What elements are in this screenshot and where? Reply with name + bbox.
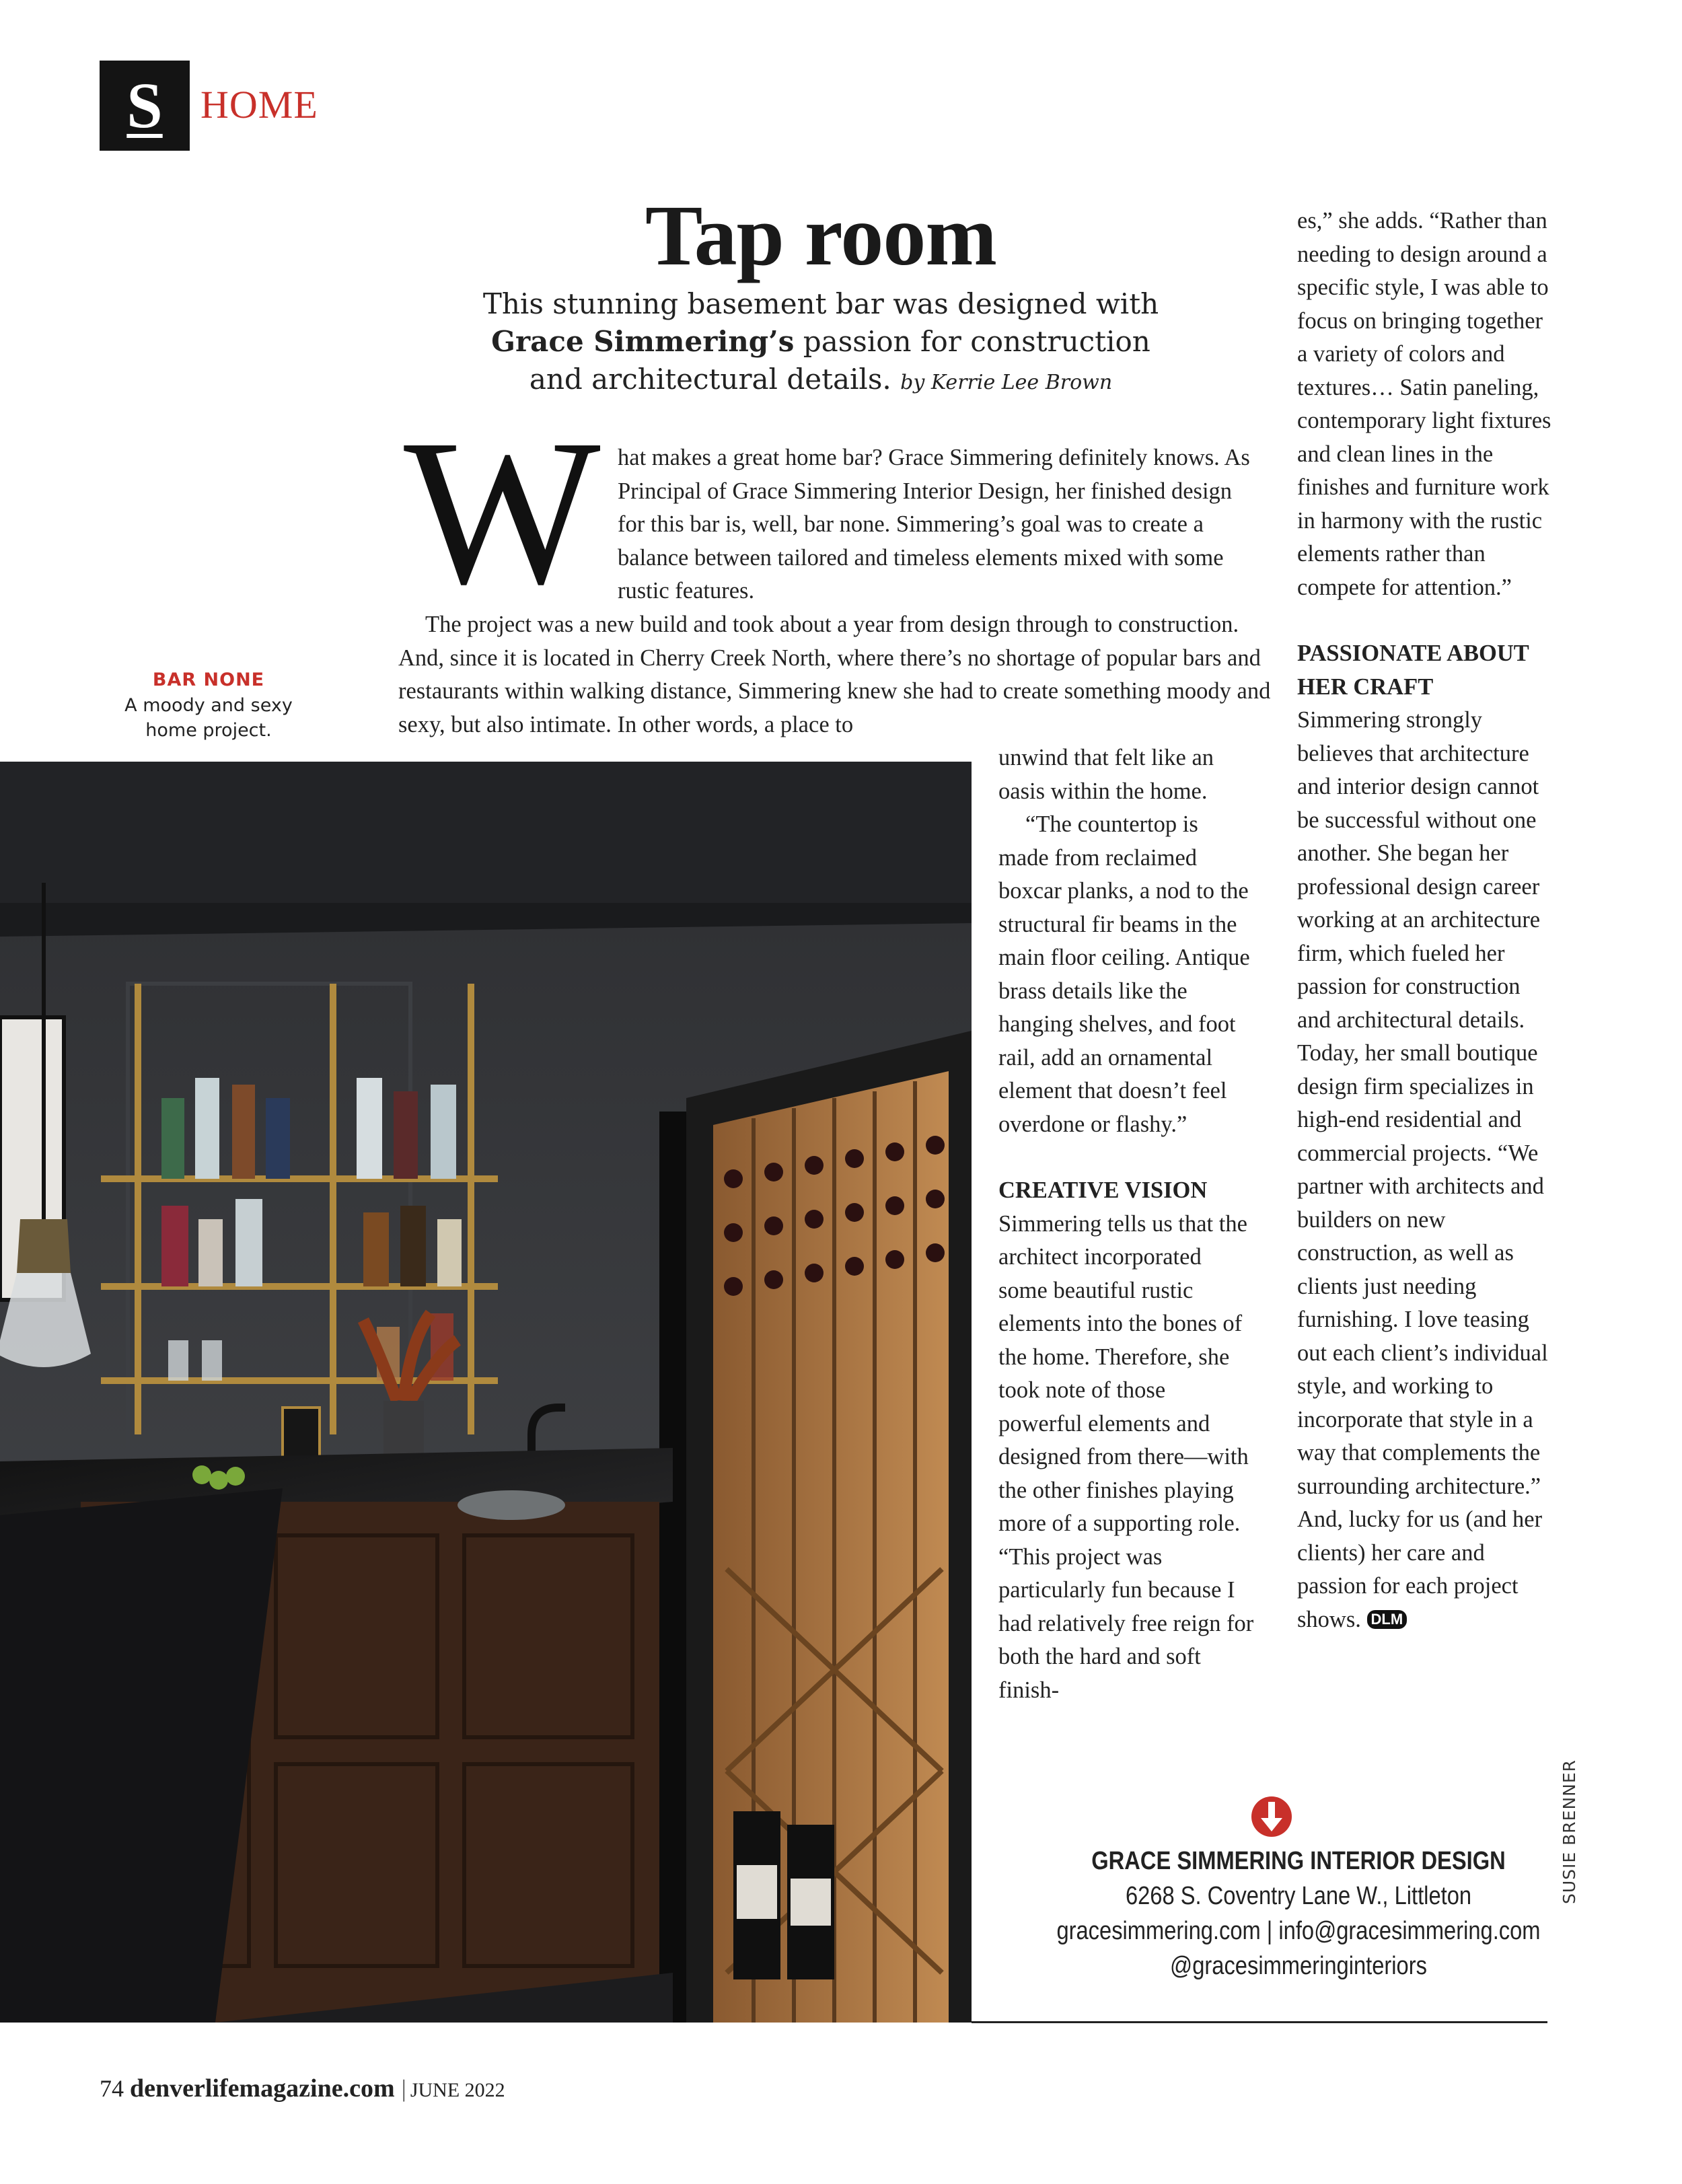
- article-title: Tap room: [645, 188, 996, 283]
- right-continuation: es,” she adds. “Rather than needing to design around a specific style, I was able to focus on bringing together a variety of colors and textures… Satin paneling, contemporary light fixtures and clean lines in the finishes and furniture work in harmony with the rustic elements rather than compete for attention.”: [1297, 208, 1551, 600]
- dek-text: This stunning basement bar was designed with: [482, 287, 1159, 320]
- site-url[interactable]: denverlifemagazine.com: [130, 2074, 395, 2103]
- contact-address: 6268 S. Coventry Lane W., Littleton: [1125, 1882, 1472, 1910]
- creative-vision-text: Simmering tells us that the architect incorporated some beautiful rustic elements into the bones of the home. Therefore, she took note of those powerful elements and designed from there—with the other finishes playing more of a supporting role. “This project was particularly fun because I had relatively free reign for both the hard and soft finish-: [998, 1210, 1254, 1703]
- countertop-quote: “The countertop is made from reclaimed boxcar planks, a nod to the structural fir beams in the main floor ceiling. Antique brass details like the hanging shelves, and foot rail, add an ornamental element that doesn’t feel overdone or flashy.”: [998, 811, 1250, 1137]
- contact-name: GRACE SIMMERING INTERIOR DESIGN: [1091, 1847, 1506, 1875]
- page-folio: [100, 2074, 505, 2103]
- end-mark: DLM: [1367, 1610, 1407, 1629]
- intro-first-text: hat makes a great home bar? Grace Simmering definitely knows. As Principal of Grace Simmering Interior Design, her finished design for this bar is, well, bar none. Simmering’s goal was to create a balance between tailored and timeless elements mixed with some rustic features.: [618, 445, 1250, 604]
- bar-photo: [0, 762, 972, 2023]
- contact-social[interactable]: @gracesimmeringinteriors: [1170, 1952, 1427, 1980]
- folio-separator: |: [401, 2075, 406, 2102]
- caption-title: BAR NONE: [152, 669, 265, 690]
- divider: [972, 2021, 1547, 2023]
- page-number: 74: [100, 2075, 124, 2102]
- middle-column: [998, 741, 1254, 1707]
- article-dek: [471, 285, 1171, 402]
- right-column: [1297, 205, 1553, 1636]
- byline: by Kerrie Lee Brown: [900, 371, 1113, 394]
- contact-block: [1038, 1844, 1559, 1983]
- arrow-down-circle-icon: [1250, 1795, 1293, 1838]
- passionate-text: Simmering strongly believes that architecture and interior design cannot be successful without one another. She began her professional design career working at an architecture firm, which fueled her passion for construction and architectural details. Today, her small boutique design firm specializes in high-end residential and commercial projects. “We partner with architects and builders on new construction, as well as clients just needing furnishing. I love teasing out each client’s individual style, and working to incorporate that style in a way that complements the surrounding architecture.” And, lucky for us (and her clients) her care and passion for each project shows.: [1297, 707, 1548, 1632]
- dek-text-2: passion for construction and architectural details.: [529, 325, 1150, 396]
- magazine-logo: S: [100, 61, 190, 151]
- contact-web-email[interactable]: gracesimmering.com | info@gracesimmering.com: [1056, 1917, 1541, 1945]
- intro-paragraph: [618, 441, 1250, 608]
- photo-caption: [101, 667, 316, 743]
- subhead-creative-vision: CREATIVE VISION: [998, 1177, 1208, 1203]
- caption-text: A moody and sexy home project.: [124, 695, 293, 741]
- photo-credit: SUSIE BRENNER: [1560, 1759, 1579, 1904]
- dek-name: Grace Simmering’s: [491, 325, 795, 358]
- drop-cap: W: [404, 397, 601, 628]
- intro-paragraph-2: [398, 608, 1273, 741]
- intro-second-text: The project was a new build and took about a year from design through to construction. And, since it is located in Cherry Creek North, where there’s no shortage of popular bars and restaurants within walking distance, Simmering knew she had to create something moody and sexy, but also intimate. In other words, a place to: [398, 612, 1271, 737]
- section-label: HOME: [200, 83, 318, 126]
- subhead-passionate: PASSIONATE ABOUT HER CRAFT: [1297, 641, 1529, 700]
- middle-continuation: unwind that felt like an oasis within the home.: [998, 745, 1214, 804]
- issue-date: JUNE 2022: [410, 2079, 505, 2101]
